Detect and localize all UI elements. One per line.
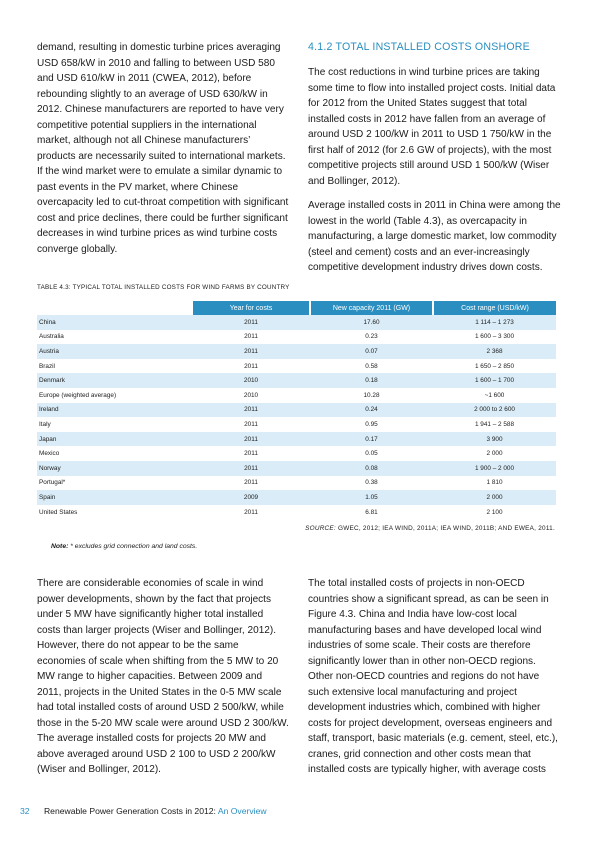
cell-cost: 1 114 – 1 273: [433, 315, 556, 330]
cell-capacity: 0.58: [310, 359, 433, 374]
cell-cost: 2 000: [433, 446, 556, 461]
note-label: Note:: [51, 543, 69, 550]
table-header-blank: [37, 301, 192, 315]
upper-left-column: [37, 40, 289, 266]
table-row: [37, 359, 556, 374]
cell-country: Brazil: [37, 359, 192, 374]
cell-cost: 3 900: [433, 432, 556, 447]
page-number: 32: [20, 806, 30, 816]
table-row: [37, 388, 556, 403]
table-row: [37, 373, 556, 388]
cell-country: Mexico: [37, 446, 192, 461]
cell-year: 2011: [192, 505, 310, 520]
cell-year: 2011: [192, 359, 310, 374]
cell-year: 2011: [192, 432, 310, 447]
cell-year: 2010: [192, 373, 310, 388]
footer-title: Renewable Power Generation Costs in 2012:: [43, 806, 216, 816]
cell-country: Italy: [37, 417, 192, 432]
cell-year: 2009: [192, 490, 310, 505]
cell-cost: 1 650 – 2 850: [433, 359, 556, 374]
upper-right-column: [308, 40, 563, 285]
installed-costs-table: [37, 301, 556, 519]
table-caption: TABLE 4.3: TYPICAL TOTAL INSTALLED COSTS FOR WIND FARMS BY COUNTRY: [37, 284, 290, 291]
cell-country: Japan: [37, 432, 192, 447]
cell-cost: 1 810: [433, 476, 556, 491]
table-note: [51, 543, 197, 550]
table-row: [37, 432, 556, 447]
note-text: * excludes grid connection and land costs.: [70, 543, 198, 550]
body-paragraph: Average installed costs in 2011 in China were among the lowest in the world (Table 4.3), as overcapacity in manufacturing, a large domestic market, low commodity (steel and cement) costs and an ever-increasingly competitive development industry drives down costs.: [308, 200, 561, 273]
cell-capacity: 0.23: [310, 330, 433, 345]
cell-country: Austria: [37, 344, 192, 359]
body-paragraph: There are considerable economies of scale in wind power developments, shown by the fact that projects under 5 MW have significantly higher total installed costs than larger projects (Wiser and Bollinger, 2012). However, there do not appear to be the same economies of scale when shifting from the 5 MW to 20 MW range to higher capacities. Between 2009 and 2011, projects in the United States in the 0-5 MW scale had total installed costs of around USD 2 500/kW, while those in the 5-20 MW scale were around USD 2 300/kW. The average installed costs for projects 20 MW and above averaged around USD 2 100 to USD 2 200/kW (Wiser and Bollinger, 2012).: [37, 578, 289, 775]
cell-year: 2011: [192, 446, 310, 461]
cell-year: 2011: [192, 344, 310, 359]
table-header-capacity: New capacity 2011 (GW): [310, 301, 433, 315]
cell-cost: 1 600 – 1 700: [433, 373, 556, 388]
cell-country: Europe (weighted average): [37, 388, 192, 403]
cell-capacity: 0.17: [310, 432, 433, 447]
table-header-row: [37, 301, 556, 315]
table-row: [37, 446, 556, 461]
body-paragraph: The total installed costs of projects in non-OECD countries show a significant spread, as can be seen in Figure 4.3. China and India have low-cost local manufacturing bases and have developed local wind industries of some scale. Their costs are therefore significantly lower than in other non-OECD regions. Other non-OECD countries and regions do not have such extensive local manufacturing and project development industries which, combined with higher costs for project development, overseas engineers and staff, transport, basic materials (e.g. cement, steel, etc.), cranes, grid connection and other costs mean that installed costs are typically higher, with average costs: [308, 578, 558, 775]
page-footer: [20, 806, 267, 816]
table-row: [37, 330, 556, 345]
cell-capacity: 1.05: [310, 490, 433, 505]
cell-country: Denmark: [37, 373, 192, 388]
cell-country: Australia: [37, 330, 192, 345]
cell-cost: 1 941 – 2 588: [433, 417, 556, 432]
cell-capacity: 0.07: [310, 344, 433, 359]
table-row: [37, 344, 556, 359]
cell-capacity: 0.05: [310, 446, 433, 461]
cell-cost: 2 000 to 2 600: [433, 403, 556, 418]
table-header-year: Year for costs: [192, 301, 310, 315]
footer-subtitle: An Overview: [215, 806, 267, 816]
table-row: [37, 315, 556, 330]
cell-capacity: 10.28: [310, 388, 433, 403]
lower-left-column: [37, 576, 289, 787]
cell-year: 2011: [192, 403, 310, 418]
cell-year: 2011: [192, 330, 310, 345]
table-row: [37, 505, 556, 520]
cell-capacity: 6.81: [310, 505, 433, 520]
table-row: [37, 417, 556, 432]
table-header-cost: Cost range (USD/kW): [433, 301, 556, 315]
cell-capacity: 0.38: [310, 476, 433, 491]
table-body: [37, 315, 556, 519]
cell-year: 2011: [192, 461, 310, 476]
section-heading: 4.1.2 TOTAL INSTALLED COSTS ONSHORE: [308, 41, 530, 53]
cell-country: Ireland: [37, 403, 192, 418]
cell-country: United States: [37, 505, 192, 520]
cell-country: Portugal*: [37, 476, 192, 491]
cell-year: 2011: [192, 476, 310, 491]
cell-cost: 2 100: [433, 505, 556, 520]
cell-cost: ~1 600: [433, 388, 556, 403]
cell-year: 2011: [192, 315, 310, 330]
table-row: [37, 403, 556, 418]
cell-cost: 1 600 – 3 300: [433, 330, 556, 345]
cell-country: China: [37, 315, 192, 330]
cell-capacity: 17.60: [310, 315, 433, 330]
cell-capacity: 0.24: [310, 403, 433, 418]
cell-country: Norway: [37, 461, 192, 476]
source-label: SOURCE:: [305, 525, 336, 532]
table-row: [37, 461, 556, 476]
cell-cost: 2 000: [433, 490, 556, 505]
cell-cost: 1 900 – 2 000: [433, 461, 556, 476]
table-row: [37, 490, 556, 505]
lower-right-column: [308, 576, 563, 787]
body-paragraph: The cost reductions in wind turbine prices are taking some time to flow into installed project costs. Initial data for 2012 from the United States suggest that total installed costs in 2012 have fallen from an average of around USD 2 100/kW in 2011 to USD 1 750/kW in the first half of 2012 (for 2.6 GW of projects), with the most competitive projects still around USD 1 500/kW (Wiser and Bollinger, 2012).: [308, 67, 556, 187]
table-row: [37, 476, 556, 491]
body-paragraph: demand, resulting in domestic turbine prices averaging USD 658/kW in 2010 and falling to between USD 580 and USD 610/kW in 2011 (CWEA, 2012), before rebounding slightly to an average of USD 630/kW in 2012. Chinese manufacturers are reported to have very competitive potential suppliers in the international market, although not all Chinese manufacturers’ products are necessarily suited to international markets. If the wind market were to emulate a similar dynamic to past events in the PV market, where Chinese overcapacity led to cut-throat competition with significant cost and price declines, there could be further significant decreases in wind turbine prices as wind turbine costs converge globally.: [37, 42, 289, 255]
cell-capacity: 0.95: [310, 417, 433, 432]
cell-country: Spain: [37, 490, 192, 505]
cell-cost: 2 368: [433, 344, 556, 359]
cell-year: 2011: [192, 417, 310, 432]
cell-capacity: 0.08: [310, 461, 433, 476]
cell-year: 2010: [192, 388, 310, 403]
source-text: GWEC, 2012; IEA WIND, 2011A; IEA WIND, 2011B; AND EWEA, 2011.: [338, 525, 555, 532]
table-source: [305, 525, 555, 532]
cell-capacity: 0.18: [310, 373, 433, 388]
